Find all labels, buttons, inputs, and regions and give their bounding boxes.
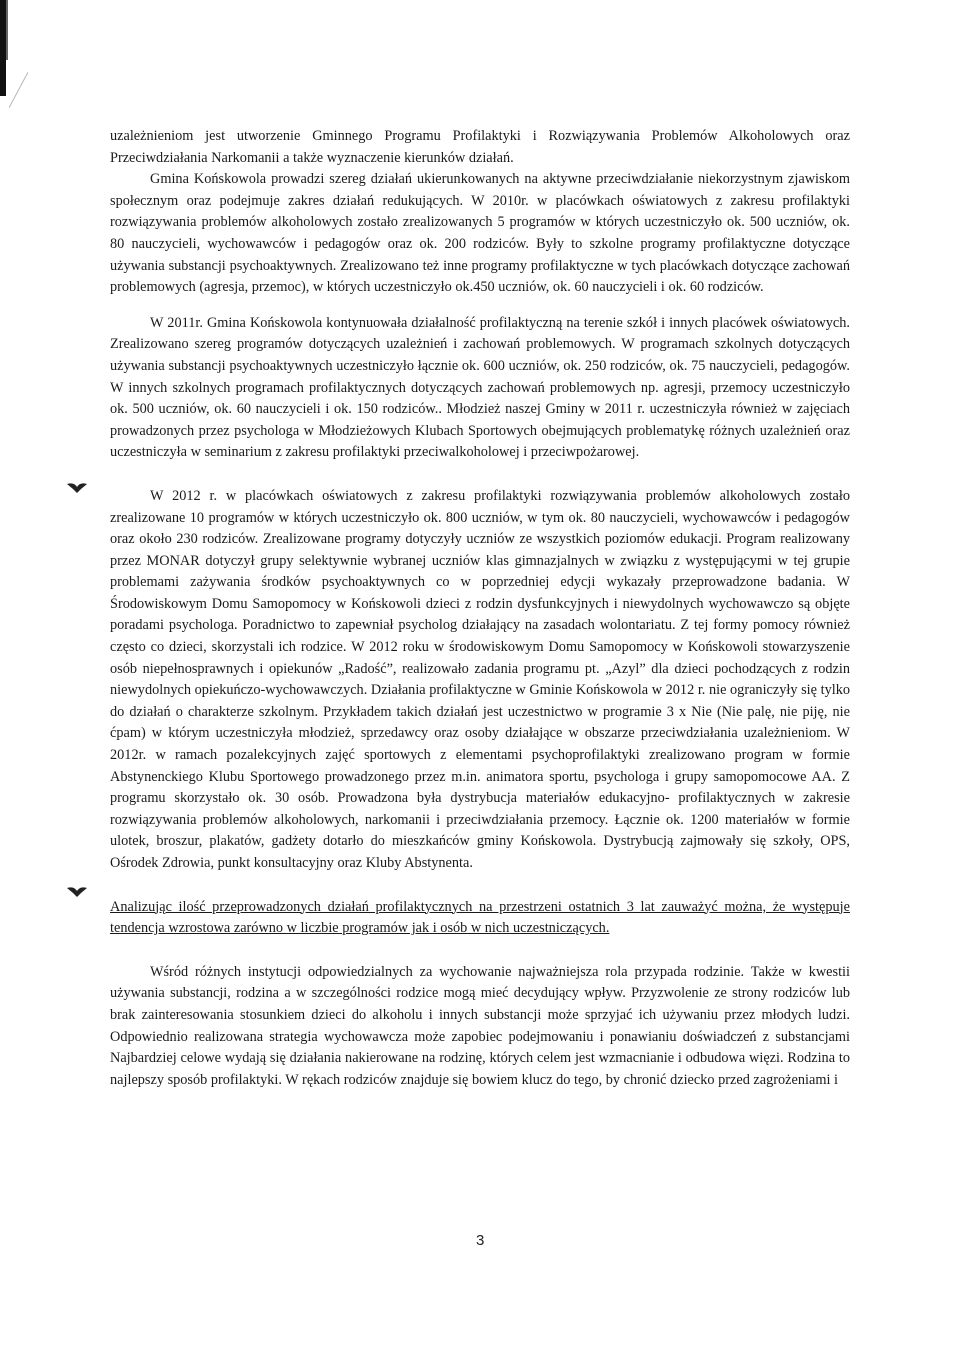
scan-artifact bbox=[9, 72, 29, 108]
arrow-mark-icon bbox=[66, 884, 88, 898]
paragraph-2011: W 2011r. Gmina Końskowola kontynuowała działalność profilaktyczną na terenie szkół i innych placówek oświatowych. Zrealizowano szereg programów dotyczących uzależnień i zachowań problemowych. W programach szkolnych dotyczących używania substancji psychoaktywnych uczestniczyło łącznie ok. 600 uczniów, ok. 250 rodziców, ok. 75 nauczycieli, pedagogów. W innych szkolnych programach profilaktycznych dotyczących zachowań problemowych np. agresji, przemocy uczestniczyło ok. 500 uczniów, ok. 60 nauczycieli i ok. 150 rodziców.. Młodzież naszej Gminy w 2011 r. uczestniczyła również w zajęciach prowadzonych przez psychologa w Młodzieżowych Klubach Sportowych obejmujących problematykę różnych uzależnień oraz uczestniczyła w seminarium z zakresu profilaktyki przeciwalkoholowej i przeciwpożarowej. bbox=[110, 314, 850, 461]
paragraph-2012: W 2012 r. w placówkach oświatowych z zakresu profilaktyki rozwiązywania problemów alkoholowych zostało zrealizowane 10 programów w których uczestniczyło ok. 800 uczniów, w tym ok. 80 nauczycieli, wychowawców i pedagogów oraz około 230 rodziców. Zrealizowane programy dotyczyły uczniów ze wszystkich poziomów edukacji. Program realizowany przez MONAR dotyczył grupy selektywnie wybranej uczniów klas gimnazjalnych w związku z występującymi w tej grupie problemami zażywania środków psychoaktywnych co w poprzedniej edycji wykazały przeprowadzone badania. W Środowiskowym Domu Samopomocy w Końskowoli dzieci z rodzin dysfunkcyjnych i niewydolnych wychowawczo są objęte poradami psychologa. Poradnictwo to zapewniał psycholog działający na zasadach wolontariatu. Z tej formy pomocy również często co dzieci, skorzystali ich rodzice. W 2012 roku w środowiskowym Domu Samopomocy w Końskowoli stowarzyszenie osób niepełnosprawnych i opiekunów „Radość”, realizowało zadania programu pt. „Azyl” dla dzieci pochodzących z rodzin niewydolnych opiekuńczo-wychowawczych. Działania profilaktyczne w Gminie Końskowola w 2012 r. nie ograniczyły się tylko do działań o charakterze szkolnym. Przykładem takich działań jest uczestnictwo w programie 3 x Nie (Nie palę, nie piję, nie ćpam) w którym uczestniczyła młodzież, sprzedawcy oraz osoby działające w obszarze przeciwdziałania uzależnieniom. W 2012r. w ramach pozalekcyjnych zajęć sportowych z elementami psychoprofilaktyki zrealizowano program w formie Abstynenckiego Klubu Sportowego prowadzonego przez m.in. animatora sportu, psychologa i grupy samopomocowe AA. Z programu skorzystało ok. 30 osób. Prowadzona była dystrybucja materiałów edukacyjno- profilaktycznych w zakresie rozwiązywania problemów alkoholowych, narkomanii i przeciwdziałania przemocy. Łącznie ok. 1200 materiałów w formie ulotek, broszur, plakatów, gadżety dotarło do mieszkańców gminy Końskowola. Dystrybucją zajmowały się szkoły, OPS, Ośrodek Zdrowia, punkt konsultacyjny oraz Kluby Abstynenta. bbox=[110, 487, 850, 871]
scan-edge-shadow bbox=[6, 0, 8, 60]
arrow-mark-icon bbox=[66, 480, 88, 494]
page-number: 3 bbox=[476, 1232, 485, 1249]
paragraph-2010: Gmina Końskowola prowadzi szereg działań ukierunkowanych na aktywne przeciwdziałanie niekorzystnym zjawiskom społecznym oraz podejmuje zakres działań redukujących. W 2010r. w placówkach oświatowych z zakresu profilaktyki rozwiązywania problemów alkoholowych zostało zrealizowanych 5 programów w których uczestniczyło ok. 500 uczniów, ok. 80 nauczycieli, wychowawców i pedagogów oraz ok. 200 rodziców. Były to szkolne programy profilaktyczne dotyczące używania substancji psychoaktywnych. Zrealizowano też inne programy profilaktyczne w tych placówkach dotyczące zachowań problemowych (agresja, przemoc), w których uczestniczyło ok.450 uczniów, ok. 60 nauczycieli i ok. 60 rodziców. bbox=[110, 171, 850, 296]
paragraph-family-role: Wśród różnych instytucji odpowiedzialnych za wychowanie najważniejsza rola przypada rodzinie. Także w kwestii używania substancji, rodzina a w szczególności rodzice mogą mieć decydujący wpływ. Przyzwolenie ze strony rodziców lub brak zainteresowania stosunkiem dzieci do alkoholu i innych substancji może sprzyjać ich używaniu przez młodych ludzi. Odpowiednio realizowana strategia wychowawcza może zapobiec podejmowaniu i ponawianiu doświadczeń z substancjami Najbardziej celowe wydają się działania nakierowane na rodzinę, których celem jest wzmacnianie i odbudowa więzi. Rodzina to najlepszy sposób profilaktyki. W rękach rodziców znajduje się bowiem klucz do tego, by chronić dziecko przed zagrożeniami i bbox=[110, 963, 850, 1088]
document-body bbox=[110, 126, 850, 1091]
paragraph-analysis-summary: Analizując ilość przeprowadzonych działań profilaktycznych na przestrzeni ostatnich 3 lat zauważyć można, że występuje tendencja wzrostowa zarówno w liczbie programów jak i osób w nich uczestniczących. bbox=[110, 898, 850, 937]
paragraph-intro-continuation: uzależnieniom jest utworzenie Gminnego Programu Profilaktyki i Rozwiązywania Problemów Alkoholowych oraz Przeciwdziałania Narkomanii a także wyznaczenie kierunków działań. bbox=[110, 128, 850, 166]
